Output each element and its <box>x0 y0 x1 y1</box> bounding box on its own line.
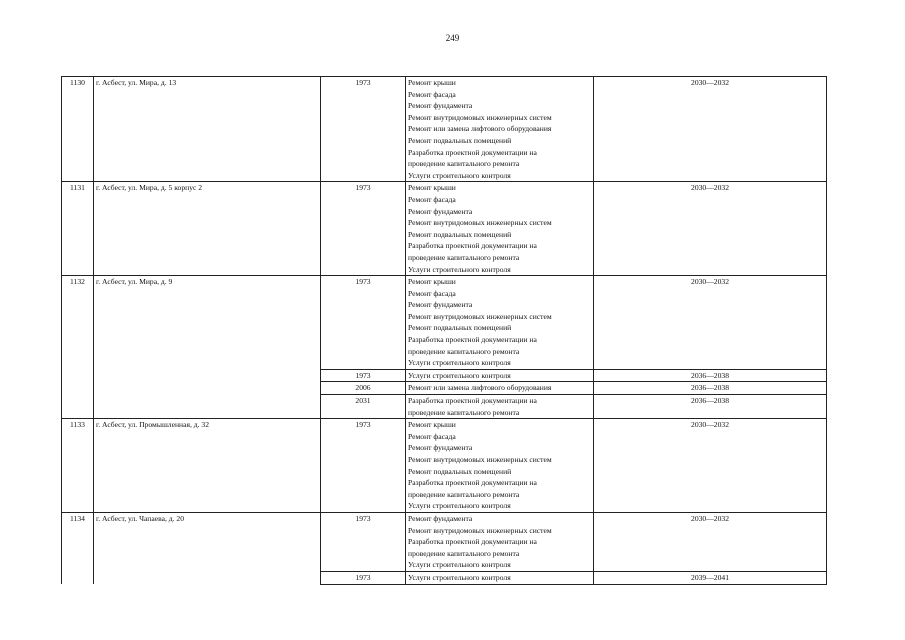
page-number: 249 <box>445 33 460 43</box>
year-cell: 2031 <box>321 395 406 419</box>
period-cell: 2030—2032 <box>594 512 827 571</box>
work-item: Ремонт подвальных помещений <box>408 229 512 239</box>
table-row <box>62 419 827 513</box>
works-cell <box>406 395 594 419</box>
row-number: 1133 <box>62 419 94 513</box>
work-item: Услуги строительного контроля <box>408 170 511 180</box>
row-number: 1134 <box>62 512 94 584</box>
row-number: 1131 <box>62 182 94 276</box>
work-item: Ремонт фундамента <box>408 206 473 216</box>
work-item: проведение капитального ремонта <box>408 489 520 499</box>
works-cell <box>406 571 594 584</box>
work-item: Ремонт крыши <box>408 78 456 87</box>
work-item: Ремонт подвальных помещений <box>408 466 512 476</box>
building-address: г. Асбест, ул. Промышленная, д. 32 <box>94 419 321 513</box>
work-item: Ремонт фасада <box>408 89 456 99</box>
work-item: Ремонт внутридомовых инженерных систем <box>408 455 552 464</box>
building-address: г. Асбест, ул. Чапаева, д. 20 <box>94 512 321 584</box>
work-item: Услуги строительного контроля <box>408 370 511 380</box>
table-body <box>62 77 827 585</box>
work-item: Ремонт фундамента <box>408 300 473 310</box>
work-item: проведение капитального ремонта <box>408 407 520 417</box>
row-number: 1132 <box>62 276 94 419</box>
work-item: Ремонт внутридомовых инженерных систем <box>408 112 552 122</box>
year-cell: 1973 <box>321 419 406 513</box>
work-item: Ремонт или замена лифтового оборудования <box>408 124 552 134</box>
work-item: Ремонт крыши <box>408 420 456 430</box>
work-item: Разработка проектной документации на <box>408 335 537 345</box>
work-item: Ремонт фундамента <box>408 101 473 111</box>
works-cell <box>406 276 594 370</box>
period-cell: 2036—2038 <box>594 382 827 395</box>
table-row <box>62 182 827 276</box>
works-cell <box>406 419 594 513</box>
work-item: Ремонт подвальных помещений <box>408 323 512 333</box>
building-address: г. Асбест, ул. Мира, д. 13 <box>94 77 321 182</box>
work-item: Ремонт подвальных помещений <box>408 135 512 145</box>
work-item: проведение капитального ремонта <box>408 159 520 169</box>
year-cell: 1973 <box>321 77 406 182</box>
period-cell: 2030—2032 <box>594 419 827 513</box>
work-item: Услуги строительного контроля <box>408 358 511 368</box>
work-item: Разработка проектной документации на <box>408 241 537 251</box>
period-cell: 2030—2032 <box>594 276 827 370</box>
work-item: Услуги строительного контроля <box>408 572 511 582</box>
work-item: Ремонт фасада <box>408 431 456 441</box>
year-cell: 1973 <box>321 512 406 571</box>
work-item: Ремонт фасада <box>408 194 456 204</box>
table-row <box>62 512 827 571</box>
works-cell <box>406 382 594 395</box>
works-cell <box>406 77 594 182</box>
work-item: Ремонт фасада <box>408 288 456 298</box>
work-item: Ремонт или замена лифтового оборудования <box>408 383 552 393</box>
work-item: Разработка проектной документации на <box>408 537 537 547</box>
work-item: Услуги строительного контроля <box>408 501 511 511</box>
work-item: Разработка проектной документации на <box>408 147 537 157</box>
work-item: Ремонт фундамента <box>408 443 473 453</box>
period-cell: 2030—2032 <box>594 77 827 182</box>
year-cell: 2006 <box>321 382 406 395</box>
work-item: Разработка проектной документации на <box>408 478 537 488</box>
work-item: Услуги строительного контроля <box>408 264 511 274</box>
year-cell: 1973 <box>321 276 406 370</box>
work-item: Ремонт внутридомовых инженерных систем <box>408 311 552 321</box>
work-item: проведение капитального ремонта <box>408 346 520 356</box>
capital-repair-table <box>61 76 827 585</box>
work-item: Ремонт внутридомовых инженерных систем <box>408 218 552 228</box>
year-cell: 1973 <box>321 571 406 584</box>
work-item: проведение капитального ремонта <box>408 252 520 262</box>
works-cell <box>406 512 594 571</box>
works-cell <box>406 369 594 382</box>
work-item: Разработка проектной документации на <box>408 396 537 406</box>
year-cell: 1973 <box>321 369 406 382</box>
building-address: г. Асбест, ул. Мира, д. 9 <box>94 276 321 419</box>
table-row <box>62 276 827 370</box>
building-address: г. Асбест, ул. Мира, д. 5 корпус 2 <box>94 182 321 276</box>
year-cell: 1973 <box>321 182 406 276</box>
period-cell: 2039—2041 <box>594 571 827 584</box>
work-item: Услуги строительного контроля <box>408 560 511 570</box>
work-item: проведение капитального ремонта <box>408 548 520 558</box>
period-cell: 2036—2038 <box>594 395 827 419</box>
work-item: Ремонт внутридомовых инженерных систем <box>408 525 552 535</box>
row-number: 1130 <box>62 77 94 182</box>
work-item: Ремонт крыши <box>408 183 456 193</box>
period-cell: 2036—2038 <box>594 369 827 382</box>
work-item: Ремонт крыши <box>408 277 456 287</box>
table-row <box>62 77 827 182</box>
period-cell: 2030—2032 <box>594 182 827 276</box>
work-item: Ремонт фундамента <box>408 513 473 523</box>
works-cell <box>406 182 594 276</box>
